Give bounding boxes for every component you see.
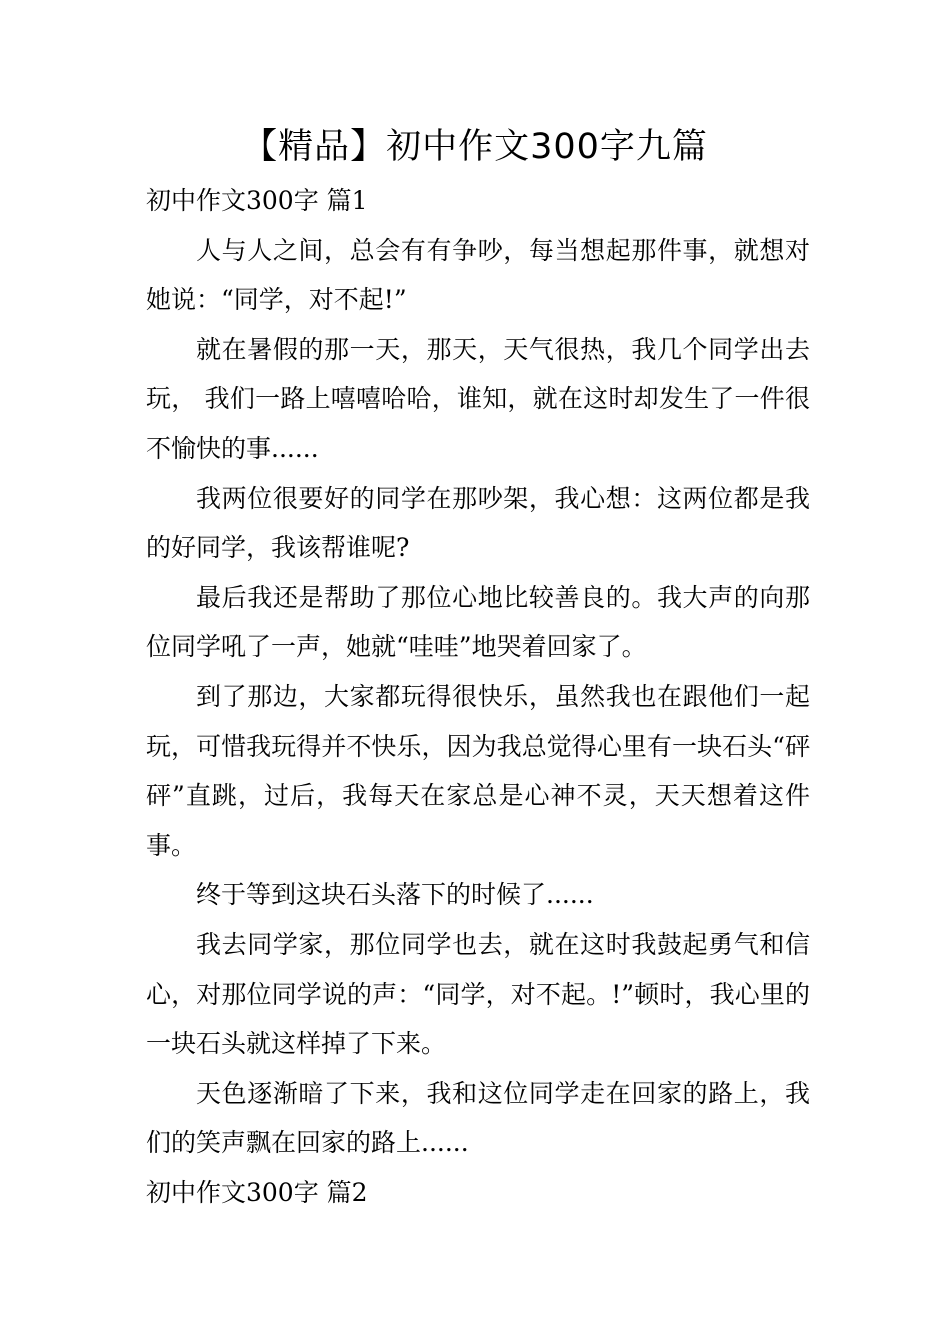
paragraph: 最后我还是帮助了那位心地比较善良的。我大声的向那位同学吼了一声，她就“哇哇”地哭着回家了。	[146, 582, 810, 662]
paragraph: 到了那边，大家都玩得很快乐，虽然我也在跟他们一起玩，可惜我玩得并不快乐，因为我总觉得心里有一块石头“砰砰”直跳，过后，我每天在家总是心神不灵，天天想着这件事。	[146, 681, 810, 860]
paragraph: 我两位很要好的同学在那吵架，我心想：这两位都是我的好同学，我该帮谁呢?	[146, 483, 810, 563]
paragraph: 就在暑假的那一天，那天，天气很热，我几个同学出去玩， 我们一路上嘻嘻哈哈，谁知，就在这时却发生了一件很不愉快的事......	[146, 334, 810, 463]
document-body	[146, 176, 810, 1217]
paragraph: 天色逐渐暗了下来，我和这位同学走在回家的路上，我们的笑声飘在回家的路上......	[146, 1078, 810, 1158]
section-heading-1: 初中作文300字 篇1	[146, 186, 368, 215]
paragraph: 我去同学家，那位同学也去，就在这时我鼓起勇气和信心，对那位同学说的声：“同学，对不起。!”顿时，我心里的一块石头就这样掉了下来。	[146, 929, 810, 1059]
paragraph: 终于等到这块石头落下的时候了......	[196, 880, 594, 910]
document-title: 【精品】初中作文300字九篇	[242, 127, 708, 167]
paragraph: 人与人之间，总会有有争吵，每当想起那件事，就想对她说：“同学，对不起!”	[146, 235, 810, 315]
section-heading-2: 初中作文300字 篇2	[146, 1177, 368, 1207]
